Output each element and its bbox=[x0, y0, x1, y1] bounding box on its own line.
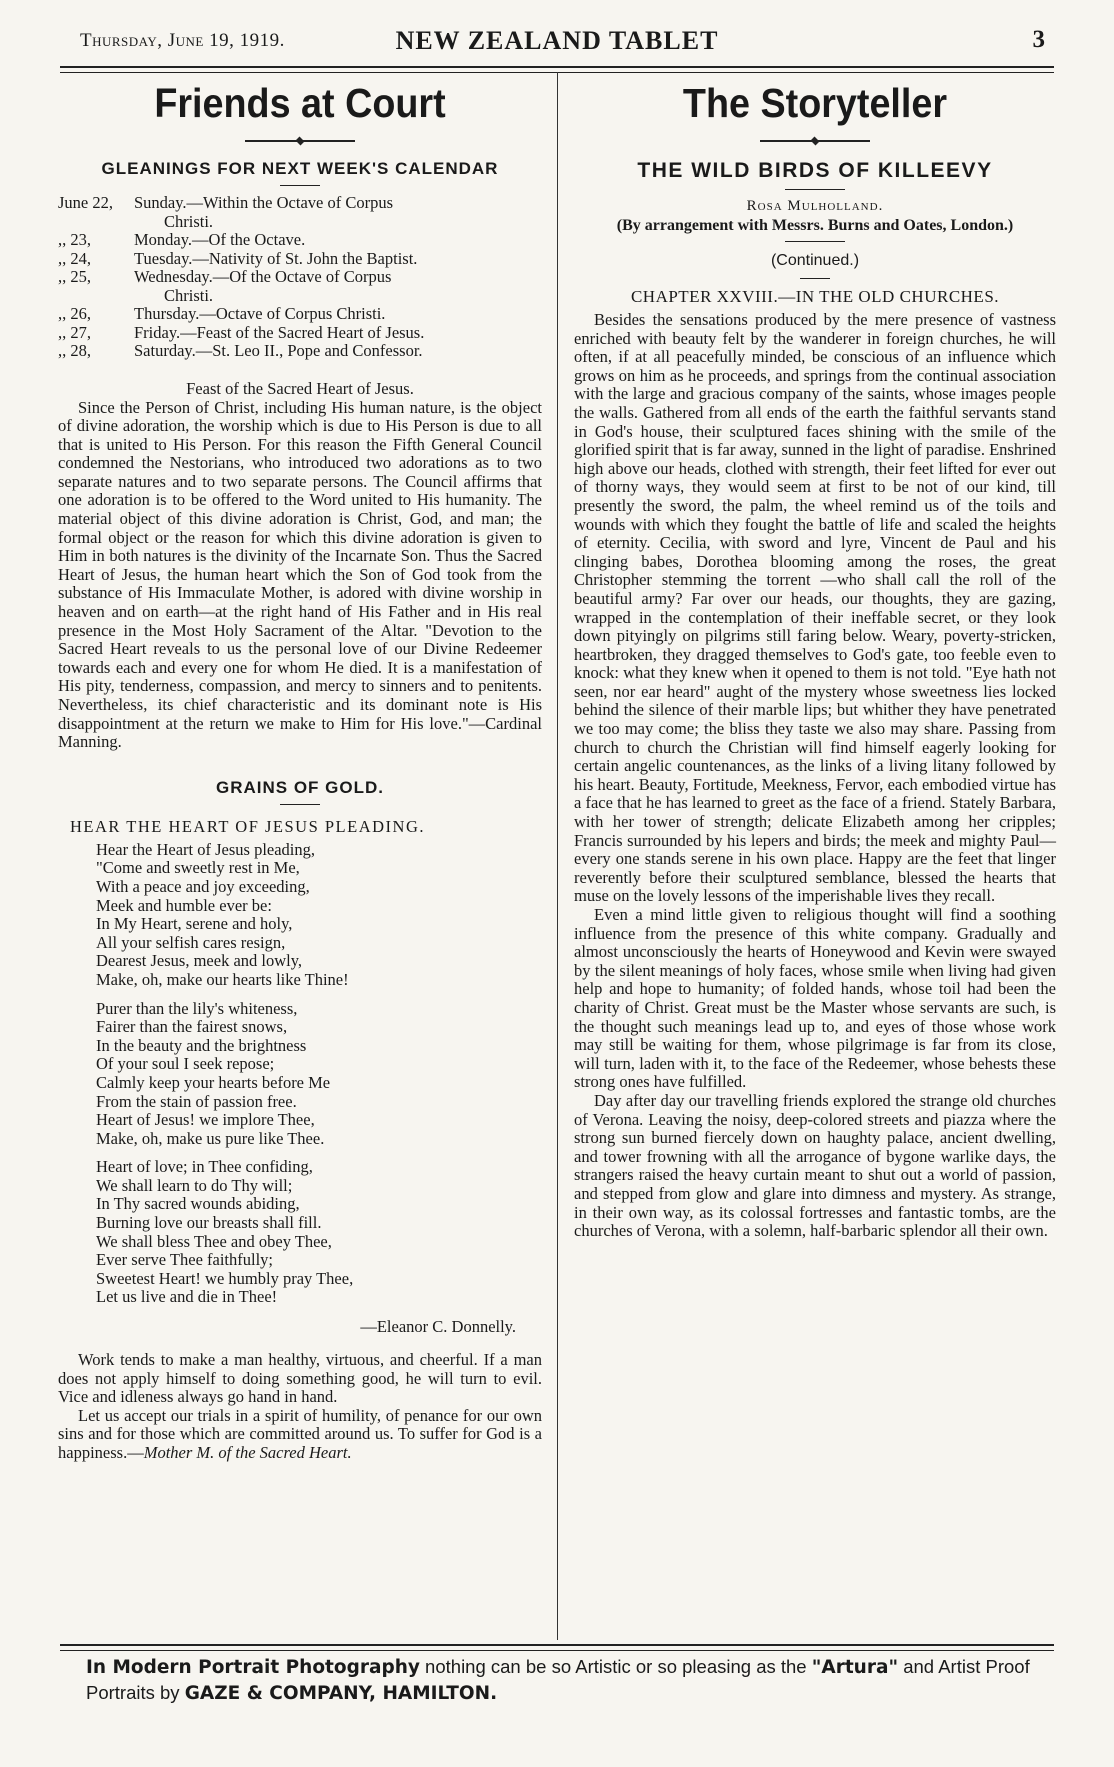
left-column bbox=[58, 76, 542, 1463]
continued-tag: (Continued.) bbox=[770, 252, 860, 269]
poem-title: HEAR THE HEART OF JESUS PLEADING. bbox=[70, 816, 425, 836]
calendar-entry: ,, 25, Wednesday.—Of the Octave of Corpus Christi. bbox=[58, 267, 392, 305]
masthead bbox=[55, 22, 1059, 62]
author-byline: Rosa Mulholland. bbox=[746, 198, 884, 214]
arrangement-note: (By arrangement with Messrs. Burns and Oates, London.) bbox=[616, 217, 1014, 234]
calendar-title: GLEANINGS FOR NEXT WEEK'S CALENDAR bbox=[101, 159, 499, 178]
poem-signature: —Eleanor C. Donnelly. bbox=[360, 1317, 516, 1337]
ornament-divider bbox=[760, 137, 870, 145]
publication-title: NEW ZEALAND TABLET bbox=[395, 26, 719, 55]
short-rule bbox=[280, 185, 320, 186]
calendar-entry: ,, 26, Thursday.—Octave of Corpus Christi. bbox=[58, 304, 386, 323]
chapter-heading: CHAPTER XXVIII.—IN THE OLD CHURCHES. bbox=[630, 287, 1000, 306]
page-number: 3 bbox=[1032, 26, 1045, 53]
grains-of-gold-title: GRAINS OF GOLD. bbox=[216, 777, 384, 797]
short-rule bbox=[280, 804, 320, 805]
story-paragraph: Day after day our travelling friends explored the strange old churches of Verona. Leaving the noisy, deep-colored streets and piazza where the strong sun burned fiercely down on haughty palace, ancient dwelling, and tower frowning with all the arrogance of bygone warlike days, the strangers raised the heavy curtain meant to shut out a world of passion, and stepped from glow and glare into dimness and mystery. As strange, in their own way, as its colossal fortresses and fantastic tombs, are the churches of Verona, with a solemn, half-barbaric splendor all their own. bbox=[574, 1090, 1056, 1241]
attribution: Mother M. of the Sacred Heart. bbox=[143, 1443, 352, 1462]
calendar-entry: June 22, Sunday.—Within the Octave of Corpus Christi. bbox=[58, 193, 394, 231]
calendar-entry: ,, 23, Monday.—Of the Octave. bbox=[58, 230, 306, 249]
friends-at-court-heading: Friends at Court bbox=[154, 80, 446, 126]
story-title: THE WILD BIRDS OF KILLEEVY bbox=[637, 159, 993, 182]
right-column bbox=[574, 76, 1056, 1241]
feast-body: Since the Person of Christ, including His human nature, is the object of divine adoration, the worship which is due to His Person is due to all that is united to His Person. For this reason the Fifth General Council condemned the Nestorians, who introduced two adorations as to two separate natures and to two separate persons. The Council affirms that one adoration is to be offered to the Word united to His humanity. The material object of this divine adoration is Christ, God, and man; the formal object or the reason for which this divine adoration is given to Him in both natures is the divinity of the Incarnate Son. Thus the Sacred Heart of Jesus, the human heart which the Son of God took from the substance of His Immaculate Mother, is adored with divine worship in heaven and on earth—at the right hand of His Father and in His real presence in the Most Holy Sacrament of the Altar. "Devotion to the Sacred Heart reveals to us the personal love of our Divine Redeemer towards each and every one for whom He died. It is a manifestation of His pity, tenderness, compassion, and mercy to sinners and to penitents. Nevertheless, its chief characteristic and its dominant note is His disappointment at the return we make to Him for His love."—Cardinal Manning. bbox=[58, 397, 542, 752]
column-divider bbox=[557, 72, 558, 1640]
poem-stanza: Purer than the lily's whiteness, Fairer than the fairest snows, In the beauty and the brightness Of your soul I seek repose; Calmly keep your hearts before Me From the stain of passion free. Heart of Jesus! we implore Thee, Make, oh, make us pure like Thee. bbox=[96, 998, 331, 1148]
ornament-divider bbox=[245, 137, 355, 145]
story-paragraph: Even a mind little given to religious thought will find a soothing influence from the presence of this white company. Gradually and almost unconsciously the hearts of Honeywood and Kevin were swayed by the silent meanings of holy faces, whose smile when living had given help and hope to humanity; of folded hands, whose toil had been the charity of Christ. Great must be the Master whose servants are such, is the thought such meanings lead up to, and eyes of those whose work may still be waiting for them, whose pilgrimage is far from its close, will turn, laden with it, to the face of the Redeemer, whose behests these strong ones have fulfilled. bbox=[574, 905, 1056, 1092]
calendar-entry: ,, 24, Tuesday.—Nativity of St. John the Baptist. bbox=[58, 248, 418, 268]
storyteller-heading: The Storyteller bbox=[682, 80, 948, 126]
short-rule bbox=[785, 241, 845, 242]
poem-stanza: Hear the Heart of Jesus pleading, "Come and sweetly rest in Me, With a peace and joy exceeding, Meek and humble ever be: In My Heart, serene and holy, All your selfish cares resign, Dearest Jesus, meek and lowly, Make, oh, make our hearts like Thine! bbox=[96, 839, 349, 989]
issue-date: Thursday, June 19, 1919. bbox=[80, 30, 285, 51]
short-rule bbox=[800, 278, 830, 279]
calendar-entry: ,, 27, Friday.—Feast of the Sacred Heart of Jesus. bbox=[58, 322, 425, 342]
story-paragraph: Besides the sensations produced by the mere presence of vastness enriched with beauty felt by the wanderer in foreign churches, he will often, if at all peacefully minded, be conscious of an influence which grows on him as he proceeds, and springs from the continual association with the large and gracious company of the saints, whose images people the walls. Gathered from all ends of the earth the faithful servants stand in God's house, their sculptured faces shining with the smile of the glorified spirit that is far away, sunned in the light of paradise. Enshrined high above our heads, clothed with strength, their feet lifted for ever out of thorny ways, they would seem at first to be not of our kind, till presently the sword, the palm, the wheel remind us of the toils and wounds with which they fought the battle of life and scaled the heights of eternity. Cecilia, with sword and lyre, Vincent de Paul and his clinging babes, Dorothea blooming among the roses, the great Christopher stemming the torrent —who shall call the roll of the beautiful army? Far over our heads, our thoughts, they are gazing, wrapped in the contemplation of their ineffable secret, or they look down pityingly on pilgrims still faring below. Weary, poverty-stricken, heartbroken, they dragged themselves to God's gate, too feeble even to knock: what they knew when it opened to them is not told. "Eye hath not seen, nor ear heard" aught of the mystery whose sweetness lies locked behind the silence of their marble lips; but whither they have penetrated we too may come; the bliss they taste we also may share. Passing from church to church the Christian will find himself eagerly looking for certain angelic countenances, as the links of a living litany followed by his heart. Beauty, Fortitude, Meekness, Fervor, each embodied virtue has a face that he has learned to greet as the face of a friend. Stately Barbara, with her tower of strength; delicate Elizabeth among her cripples; Francis surrounded by his lepers and birds; the meek and mighty Paul—every one stands serene in his own place. Happy are the feet that linger reverently before their sculptured semblance, blessed the hearts that muse on the lovely lessons of the imperishable lives they recall. bbox=[574, 310, 1056, 906]
footer-rule bbox=[60, 1644, 1054, 1651]
calendar-list bbox=[58, 194, 542, 361]
grains-paragraph: Let us accept our trials in a spirit of humility, of penance for our own sins and for those which are committed around us. To suffer for God is a happiness.—Mother M. of the Sacred Heart. bbox=[58, 1405, 542, 1462]
grains-paragraph: Work tends to make a man healthy, virtuous, and cheerful. If a man does not apply himself to doing something good, he will turn to evil. Vice and idleness always go hand in hand. bbox=[58, 1350, 542, 1407]
short-rule bbox=[785, 189, 845, 190]
calendar-entry: ,, 28, Saturday.—St. Leo II., Pope and Confessor. bbox=[58, 341, 423, 360]
feast-title: Feast of the Sacred Heart of Jesus. bbox=[186, 378, 414, 398]
poem-stanza: Heart of love; in Thee confiding, We shall learn to do Thy will; In Thy sacred wounds abiding, Burning love our breasts shall fill. We shall bless Thee and obey Thee, Ever serve Thee faithfully; Sweetest Heart! we humbly pray Thee, Let us live and die in Thee! bbox=[96, 1157, 354, 1307]
advertisement: In Modern Portrait Photography nothing can be so Artistic or so pleasing as the "Artura" and Artist Proof Portraits by GAZE & COMPANY, HAMILTON. bbox=[86, 1656, 1030, 1704]
